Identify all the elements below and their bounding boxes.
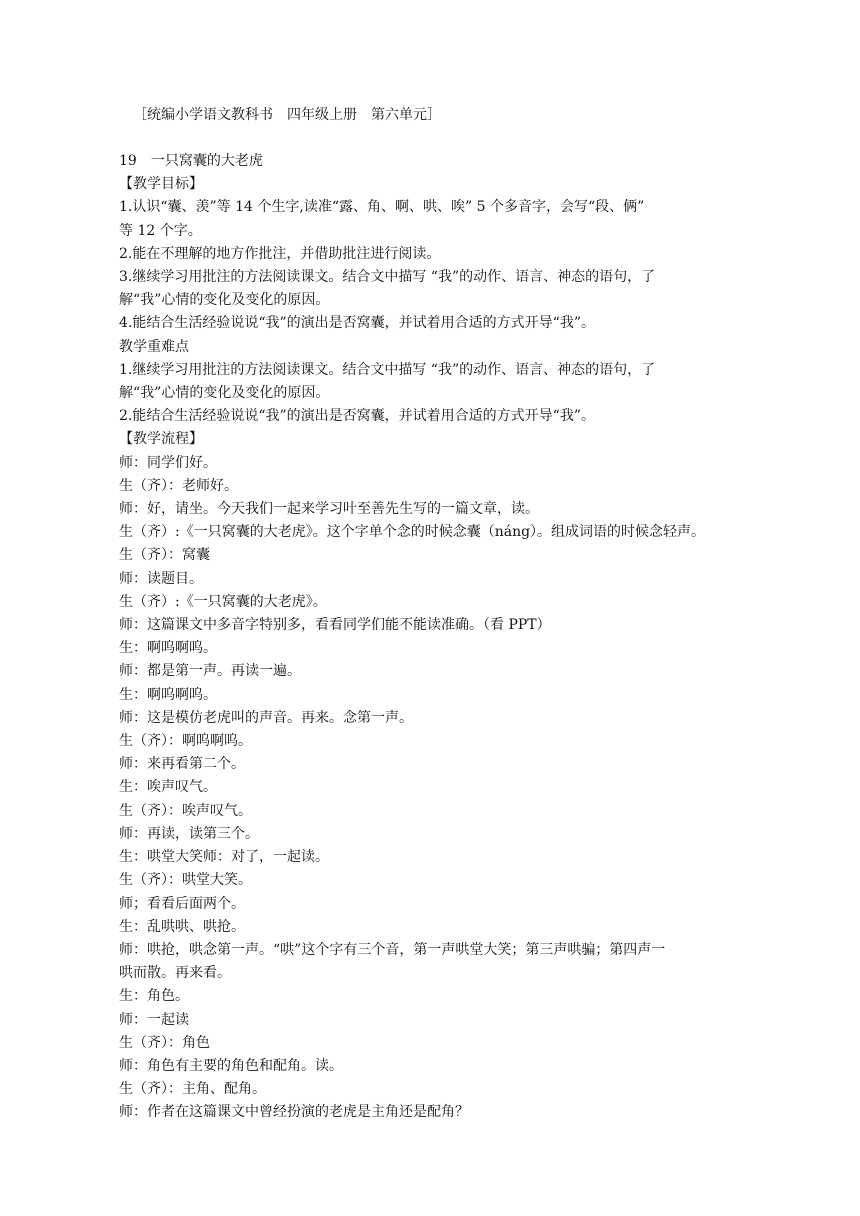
goal-line: 2.能在不理解的地方作批注，并借助批注进行阅读。 [119, 245, 441, 262]
dialogue-line: 师：作者在这篇课文中曾经扮演的老虎是主角还是配角？ [119, 1104, 469, 1121]
dialogue-line: 生：角色。 [119, 988, 189, 1005]
goal-line: 4.能结合生活经验说说“我”的演出是否窝囊，并试着用合适的方式开导“我”。 [119, 315, 595, 332]
dialogue-line: 哄而散。再来看。 [119, 965, 231, 982]
dialogue-line: 师：都是第一声。再读一遍。 [119, 663, 301, 680]
goal-line: 等 12 个字。 [119, 222, 202, 239]
dialogue-line: 师：读题目。 [119, 570, 203, 587]
section-heading-goals: 【教学目标】 [119, 176, 203, 193]
dialogue-line: 生（齐）:《一只窝囊的大老虎》。 [119, 593, 327, 610]
document-body [119, 150, 739, 1125]
lesson-title: 19 一只窝囊的大老虎 [119, 153, 263, 169]
dialogue-line: 生：唉声叹气。 [119, 779, 217, 796]
goal-line: 3.继续学习用批注的方法阅读课文。结合文中描写 “我”的动作、语言、神态的语句，了 [119, 269, 656, 286]
dialogue-line: 师；看看后面两个。 [119, 895, 245, 912]
dialogue-line: 生（齐）：主角、配角。 [119, 1081, 266, 1098]
dialogue-line: 生（齐）：窝囊 [119, 547, 210, 564]
dialogue-line: 师：哄抢，哄念第一声。“哄”这个字有三个音，第一声哄堂大笑；第三声哄骗；第四声一 [119, 941, 666, 958]
dialogue-line: 生：啊呜啊呜。 [119, 686, 217, 703]
dialogue-line: 师：来再看第二个。 [119, 756, 245, 773]
key-point-line: 1.继续学习用批注的方法阅读课文。结合文中描写 “我”的动作、语言、神态的语句，了 [119, 361, 656, 378]
dialogue-line: 师：这是模仿老虎叫的声音。再来。念第一声。 [119, 709, 413, 726]
dialogue-line: 师：角色有主要的角色和配角。读。 [119, 1057, 343, 1074]
dialogue-line: 师：再读，读第三个。 [119, 825, 259, 842]
document-header: ［统编小学语文教科书 四年级上册 第六单元］ [133, 107, 441, 123]
key-point-line: 2.能结合生活经验说说“我”的演出是否窝囊，并试着用合适的方式开导“我”。 [119, 408, 595, 425]
dialogue-line: 生：哄堂大笑师：对了，一起读。 [119, 849, 329, 866]
goal-line: 解“我”心情的变化及变化的原因。 [119, 292, 330, 309]
dialogue-line: 生：啊呜啊呜。 [119, 640, 217, 657]
dialogue-line: 生（齐）：啊呜啊呜。 [119, 733, 252, 750]
section-heading-key-points: 教学重难点 [119, 338, 189, 355]
dialogue-line: 生（齐）：角色 [119, 1034, 210, 1051]
dialogue-line: 师：这篇课文中多音字特别多，看看同学们能不能读准确。（看 PPT） [119, 617, 551, 634]
dialogue-line: 师：同学们好。 [119, 454, 217, 471]
goal-line: 1.认识“囊、羡”等 14 个生字,读准“露、角、啊、哄、唉” 5 个多音字，会写“段、俩” [119, 199, 645, 216]
dialogue-line: 生（齐）：老师好。 [119, 477, 238, 494]
dialogue-line: 生（齐）：唉声叹气。 [119, 802, 252, 819]
section-heading-process: 【教学流程】 [119, 431, 203, 448]
dialogue-line: 生：乱哄哄、哄抢。 [119, 918, 245, 935]
dialogue-line: 生（齐）:《一只窝囊的大老虎》。这个字单个念的时候念囊（náng）。组成词语的时候念轻声。 [119, 524, 706, 541]
dialogue-line: 生（齐）：哄堂大笑。 [119, 872, 252, 889]
dialogue-line: 师：一起读 [119, 1011, 189, 1028]
key-point-line: 解“我”心情的变化及变化的原因。 [119, 385, 330, 402]
dialogue-line: 师：好，请坐。今天我们一起来学习叶至善先生写的一篇文章，读。 [119, 501, 539, 518]
